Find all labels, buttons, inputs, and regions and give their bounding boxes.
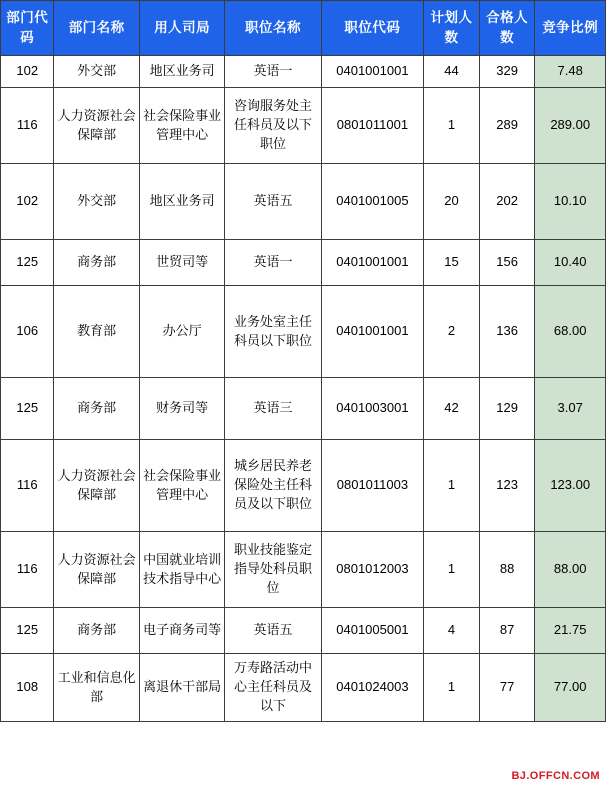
cell-dept-code: 116 <box>1 440 54 532</box>
cell-bureau: 中国就业培训技术指导中心 <box>139 532 225 608</box>
table-row <box>1 56 606 88</box>
cell-pass-count: 87 <box>479 608 535 654</box>
cell-ratio: 7.48 <box>535 56 606 88</box>
column-header-dept-code: 部门代码 <box>1 1 54 56</box>
table-row <box>1 240 606 286</box>
cell-ratio: 123.00 <box>535 440 606 532</box>
cell-pass-count: 202 <box>479 164 535 240</box>
table-row <box>1 608 606 654</box>
cell-plan-count: 20 <box>424 164 480 240</box>
cell-dept-name: 商务部 <box>54 608 140 654</box>
cell-plan-count: 4 <box>424 608 480 654</box>
cell-dept-name: 人力资源社会保障部 <box>54 440 140 532</box>
cell-job-name: 英语五 <box>225 164 321 240</box>
cell-ratio: 3.07 <box>535 378 606 440</box>
cell-plan-count: 2 <box>424 286 480 378</box>
cell-job-name: 万寿路活动中心主任科员及以下 <box>225 654 321 722</box>
column-header-ratio: 竞争比例 <box>535 1 606 56</box>
table-body <box>1 56 606 722</box>
cell-dept-name: 人力资源社会保障部 <box>54 88 140 164</box>
column-header-pass-count: 合格人数 <box>479 1 535 56</box>
cell-job-code: 0801011001 <box>321 88 424 164</box>
cell-dept-name: 人力资源社会保障部 <box>54 532 140 608</box>
cell-dept-code: 125 <box>1 240 54 286</box>
cell-bureau: 办公厅 <box>139 286 225 378</box>
cell-pass-count: 136 <box>479 286 535 378</box>
cell-ratio: 68.00 <box>535 286 606 378</box>
table-row <box>1 440 606 532</box>
column-header-job-name: 职位名称 <box>225 1 321 56</box>
cell-dept-name: 工业和信息化部 <box>54 654 140 722</box>
cell-job-code: 0801012003 <box>321 532 424 608</box>
cell-pass-count: 123 <box>479 440 535 532</box>
cell-job-code: 0401001005 <box>321 164 424 240</box>
cell-dept-code: 108 <box>1 654 54 722</box>
cell-dept-code: 102 <box>1 164 54 240</box>
watermark-suffix: .COM <box>569 770 600 782</box>
cell-plan-count: 1 <box>424 88 480 164</box>
table-row <box>1 164 606 240</box>
cell-plan-count: 1 <box>424 532 480 608</box>
cell-pass-count: 156 <box>479 240 535 286</box>
cell-job-name: 业务处室主任科员以下职位 <box>225 286 321 378</box>
cell-dept-name: 外交部 <box>54 56 140 88</box>
cell-pass-count: 129 <box>479 378 535 440</box>
cell-dept-code: 116 <box>1 532 54 608</box>
cell-pass-count: 289 <box>479 88 535 164</box>
cell-job-name: 城乡居民养老保险处主任科员及以下职位 <box>225 440 321 532</box>
cell-ratio: 10.10 <box>535 164 606 240</box>
cell-bureau: 世贸司等 <box>139 240 225 286</box>
cell-job-code: 0401001001 <box>321 240 424 286</box>
cell-bureau: 地区业务司 <box>139 164 225 240</box>
cell-job-name: 英语三 <box>225 378 321 440</box>
cell-dept-code: 102 <box>1 56 54 88</box>
cell-dept-code: 116 <box>1 88 54 164</box>
cell-dept-code: 125 <box>1 378 54 440</box>
cell-dept-code: 106 <box>1 286 54 378</box>
cell-bureau: 社会保险事业管理中心 <box>139 88 225 164</box>
cell-ratio: 289.00 <box>535 88 606 164</box>
cell-pass-count: 329 <box>479 56 535 88</box>
cell-job-name: 英语一 <box>225 56 321 88</box>
cell-dept-code: 125 <box>1 608 54 654</box>
column-header-dept-name: 部门名称 <box>54 1 140 56</box>
cell-plan-count: 1 <box>424 440 480 532</box>
cell-bureau: 离退休干部局 <box>139 654 225 722</box>
table-header-row <box>1 1 606 56</box>
cell-bureau: 地区业务司 <box>139 56 225 88</box>
cell-job-code: 0401003001 <box>321 378 424 440</box>
watermark-domain: OFFCN <box>529 770 570 782</box>
cell-plan-count: 42 <box>424 378 480 440</box>
cell-bureau: 财务司等 <box>139 378 225 440</box>
cell-job-code: 0401005001 <box>321 608 424 654</box>
cell-job-code: 0401001001 <box>321 56 424 88</box>
cell-ratio: 88.00 <box>535 532 606 608</box>
cell-job-name: 咨询服务处主任科员及以下职位 <box>225 88 321 164</box>
cell-bureau: 电子商务司等 <box>139 608 225 654</box>
cell-job-code: 0401001001 <box>321 286 424 378</box>
cell-ratio: 10.40 <box>535 240 606 286</box>
cell-plan-count: 1 <box>424 654 480 722</box>
column-header-bureau: 用人司局 <box>139 1 225 56</box>
table-row <box>1 88 606 164</box>
cell-job-code: 0401024003 <box>321 654 424 722</box>
cell-job-name: 职业技能鉴定指导处科员职位 <box>225 532 321 608</box>
cell-bureau: 社会保险事业管理中心 <box>139 440 225 532</box>
cell-dept-name: 商务部 <box>54 240 140 286</box>
column-header-plan-count: 计划人数 <box>424 1 480 56</box>
cell-ratio: 21.75 <box>535 608 606 654</box>
cell-job-code: 0801011003 <box>321 440 424 532</box>
cell-plan-count: 15 <box>424 240 480 286</box>
cell-pass-count: 88 <box>479 532 535 608</box>
table-row <box>1 654 606 722</box>
cell-job-name: 英语五 <box>225 608 321 654</box>
site-watermark <box>511 770 600 782</box>
table-row <box>1 532 606 608</box>
table-row <box>1 378 606 440</box>
column-header-job-code: 职位代码 <box>321 1 424 56</box>
cell-dept-name: 教育部 <box>54 286 140 378</box>
cell-dept-name: 商务部 <box>54 378 140 440</box>
cell-plan-count: 44 <box>424 56 480 88</box>
cell-pass-count: 77 <box>479 654 535 722</box>
cell-dept-name: 外交部 <box>54 164 140 240</box>
cell-job-name: 英语一 <box>225 240 321 286</box>
cell-ratio: 77.00 <box>535 654 606 722</box>
table-row <box>1 286 606 378</box>
watermark-prefix: BJ. <box>511 770 530 782</box>
